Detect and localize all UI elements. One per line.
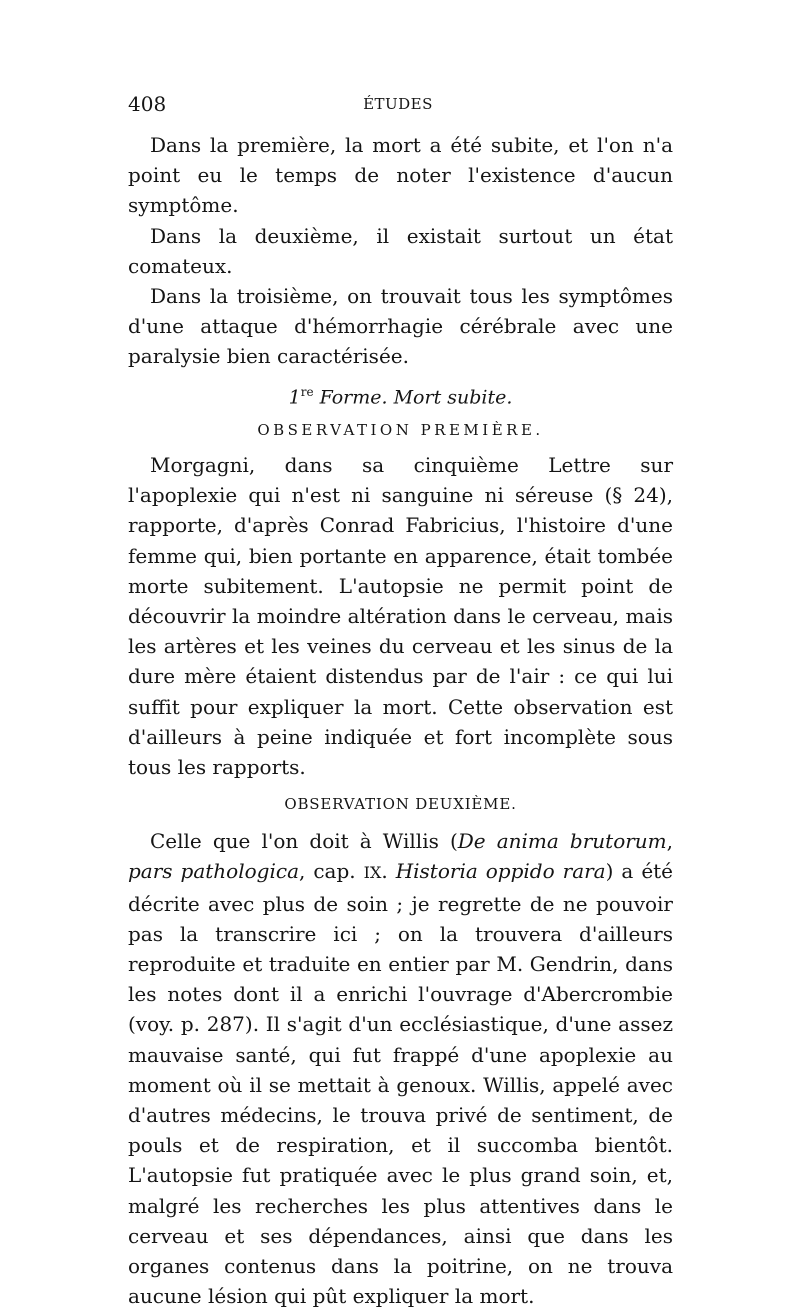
observation-heading-1: OBSERVATION PREMIÈRE. <box>257 420 544 439</box>
chapter-number: IX <box>363 863 382 883</box>
form-title <box>128 378 673 411</box>
form-title-text: Forme. Mort subite. <box>313 385 513 408</box>
observation-1-text: Morgagni, dans sa cinquième Lettre sur l'apoplexie qui n'est ni sanguine ni séreuse (§ 24), rapporte, d'après Conrad Fabricius, l'histoire d'une femme qui, bien portante en apparence, était tombée morte subitement. L'autopsie ne permit point de découvrir la moindre altération dans le cerveau, mais les artères et les veines du cerveau et les sinus de la dure mère étaient distendus par de l'air : ce qui lui suffit pour expliquer la mort. Cette observation est d'ailleurs à peine indiquée et fort incomplète sous tous les rapports. <box>128 452 673 779</box>
citation-historia: Historia oppido rara <box>395 859 606 884</box>
obs2-text-d: . <box>381 859 396 884</box>
intro-paragraph-2: Dans la deuxième, il existait surtout un état comateux. <box>128 223 673 278</box>
intro-paragraph-1: Dans la première, la mort a été subite, et l'on n'a point eu le temps de noter l'existence d'aucun symptôme. <box>128 133 673 218</box>
form-number-suffix: re <box>300 384 314 399</box>
obs2-text-e: ) a été décrite avec plus de soin ; je regrette de ne pouvoir pas la transcrire ici ; on la trouvera d'ailleurs reproduite et traduite en entier par M. Gendrin, dans les notes dont il a enrichi l'ouvrage d'Abercrombie (voy. p. 287). Il s'agit d'un ecclésiastique, d'une assez mauvaise santé, qui fut frappé d'une apoplexie au moment où il se mettait à genoux. Willis, appelé avec d'autres médecins, le trouva privé de sentiment, de pouls et de respiration, et il succomba bientôt. L'autopsie fut pratiquée avec le plus grand soin, et, malgré les recherches les plus attentives dans le cerveau et ses dépendances, ainsi que dans les organes contenus dans la poitrine, on ne trouva aucune lésion qui pût expliquer la mort. <box>128 859 674 1309</box>
citation-part: pars pathologica <box>128 859 299 884</box>
observation-heading-2: OBSERVATION DEUXIÈME. <box>284 795 517 814</box>
intro-paragraph-3: Dans la troisième, on trouvait tous les symptômes d'une attaque d'hémorrhagie cérébrale avec une paralysie bien caractérisée. <box>128 284 673 369</box>
obs2-text-a: Celle que l'on doit à Willis ( <box>150 829 458 854</box>
citation-title: De anima brutorum <box>457 829 667 854</box>
page-header <box>128 92 668 118</box>
page-number: 408 <box>128 92 167 116</box>
page-body <box>128 130 673 1311</box>
observation-2-text <box>128 826 673 1311</box>
obs2-text-b: , <box>666 829 673 854</box>
form-number: 1 <box>288 385 301 408</box>
obs2-text-c: , cap. <box>299 859 364 884</box>
running-head: ÉTUDES <box>363 95 433 113</box>
